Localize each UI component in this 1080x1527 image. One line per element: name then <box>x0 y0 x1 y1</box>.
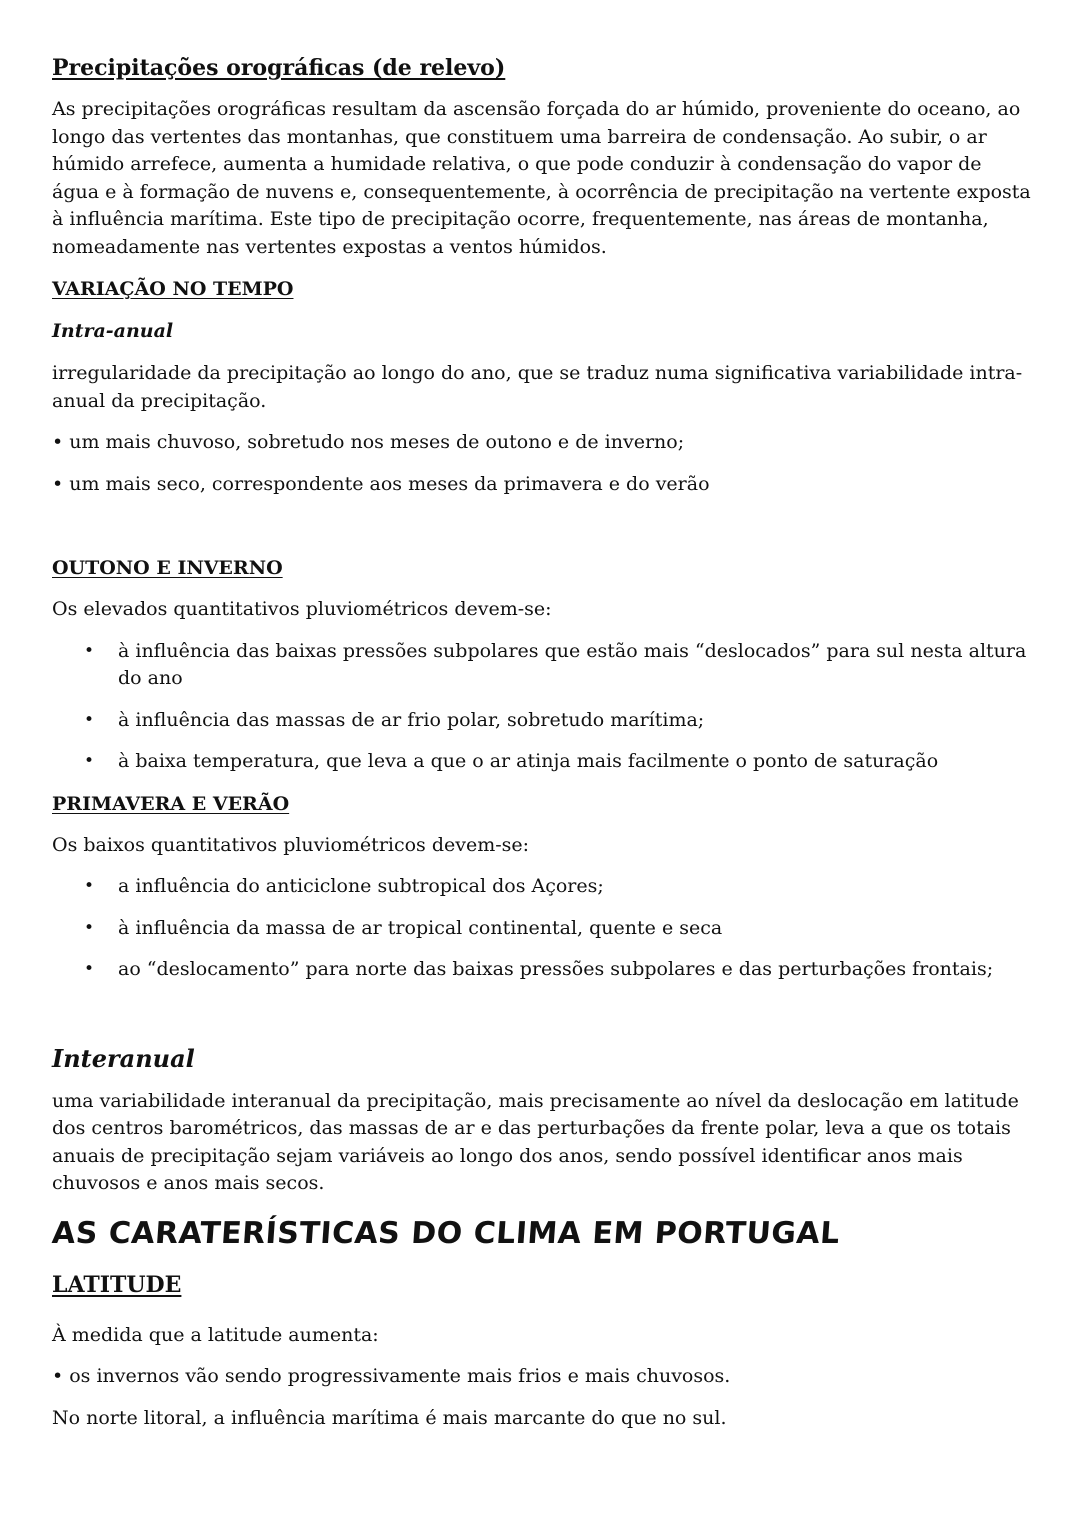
latitude-note: No norte litoral, a influência marítima é mais marcante do que no sul. <box>52 1406 727 1429</box>
bullet-latitude: • os invernos vão sendo progressivamente mais frios e mais chuvosos. <box>52 1365 731 1387</box>
spring-summer-list <box>52 873 1032 984</box>
section-title-time-variation: VARIAÇÃO NO TEMPO <box>52 278 294 300</box>
inter-annual-paragraph: uma variabilidade interanual da precipitação, mais precisamente ao nível da deslocação em latitude dos centros barométricos, das massas de ar e das perturbações da frente polar, leva a que os totais anuais de precipitação sejam variáveis ao longo dos anos, sendo possível identificar anos mais chuvosos e anos mais secos. <box>52 1089 1019 1194</box>
latitude-intro: À medida que a latitude aumenta: <box>52 1323 379 1346</box>
section-title-autumn-winter: OUTONO E INVERNO <box>52 557 283 579</box>
list-item: • a influência do anticiclone subtropical dos Açores; <box>52 873 1032 901</box>
spring-summer-intro: Os baixos quantitativos pluviométricos devem-se: <box>52 833 530 856</box>
document-page <box>52 52 1032 1432</box>
list-item: • à influência das baixas pressões subpolares que estão mais “deslocados” para sul nesta altura do ano <box>52 638 1032 693</box>
bullet-dry: • um mais seco, correspondente aos meses da primavera e do verão <box>52 472 710 495</box>
bullet-rainy: • um mais chuvoso, sobretudo nos meses de outono e de inverno; <box>52 431 685 453</box>
autumn-winter-list <box>52 638 1032 776</box>
orographic-paragraph: As precipitações orográficas resultam da ascensão forçada do ar húmido, proveniente do oceano, ao longo das vertentes das montanhas, que constituem uma barreira de condensação. Ao subir, o ar húmido arrefece, aumenta a humidade relativa, o que pode conduzir à condensação do vapor de água e à formação de nuvens e, consequentemente, à ocorrência de precipitação na vertente exposta à influência marítima. Este tipo de precipitação ocorre, frequentemente, nas áreas de montanha, nomeadamente nas vertentes expostas a ventos húmidos. <box>52 98 1031 258</box>
section-title-climate-portugal: AS CARATERÍSTICAS DO CLIMA EM PORTUGAL <box>50 1215 841 1251</box>
section-title-orographic: Precipitações orográficas (de relevo) <box>52 55 506 81</box>
subtitle-inter-annual: Interanual <box>52 1043 195 1073</box>
intra-annual-paragraph: irregularidade da precipitação ao longo do ano, que se traduz numa significativa variabilidade intra-anual da precipitação. <box>52 362 1023 412</box>
list-item: • à influência da massa de ar tropical continental, quente e seca <box>52 915 1032 943</box>
list-item: • à influência das massas de ar frio polar, sobretudo marítima; <box>52 707 1032 735</box>
section-title-spring-summer: PRIMAVERA E VERÃO <box>52 792 290 815</box>
subtitle-latitude: LATITUDE <box>52 1271 182 1298</box>
autumn-winter-intro: Os elevados quantitativos pluviométricos devem-se: <box>52 598 552 620</box>
list-item: • ao “deslocamento” para norte das baixas pressões subpolares e das perturbações frontais; <box>52 956 1032 984</box>
list-item: • à baixa temperatura, que leva a que o ar atinja mais facilmente o ponto de saturação <box>52 748 1032 776</box>
subtitle-intra-annual: Intra-anual <box>52 320 174 342</box>
